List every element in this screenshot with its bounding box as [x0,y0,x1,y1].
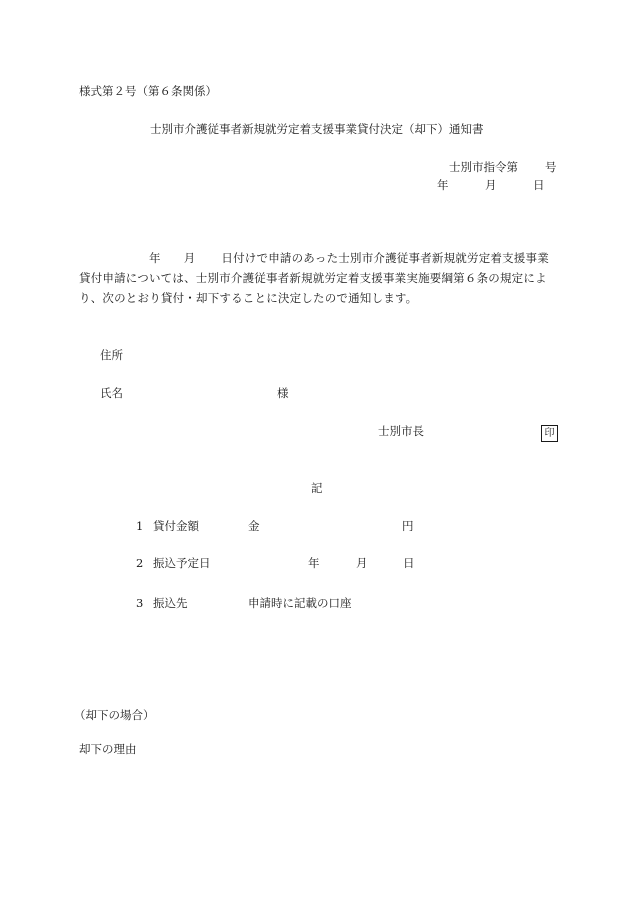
address-label: 住所 [100,348,123,362]
form-number: 様式第２号（第６条関係） [79,84,217,98]
document-title: 士別市介護従事者新規就労定着支援事業貸付決定（却下）通知書 [150,122,484,136]
item-2-year: 年 [308,556,320,570]
record-heading: 記 [311,481,323,495]
honorific: 様 [277,386,289,400]
body-month: 月 [183,251,196,265]
issuer-title: 士別市長 [378,424,424,438]
rejection-case-label: （却下の場合） [74,708,155,722]
item-2-label: 振込予定日 [153,556,211,570]
item-2-number: 2 [136,556,144,570]
item-1-prefix: 金 [248,519,260,533]
issue-date-day: 日 [533,178,545,192]
item-1-label: 貸付金額 [153,519,199,533]
body-year: 年 [149,251,161,265]
seal-mark: 印 [541,425,558,442]
item-1-unit: 円 [402,519,414,533]
item-3-number: 3 [136,596,144,610]
document-number-label: 士別市指令第 [449,160,518,174]
item-1-number: 1 [136,519,144,533]
issue-date-month: 月 [485,178,497,192]
rejection-reason-label: 却下の理由 [79,742,137,756]
body-paragraph [79,248,560,308]
item-3-label: 振込先 [153,596,188,610]
item-2-day: 日 [403,556,415,570]
name-label: 氏名 [100,386,123,400]
issue-date-year: 年 [437,178,449,192]
item-2-month: 月 [356,556,368,570]
item-3-value: 申請時に記載の口座 [248,596,352,610]
body-text: 日付けで申請のあった士別市介護従事者新規就労定着支援事業貸付申請については、士別市介護従事者新規就労定着支援事業実施要綱第６条の規定により、次のとおり貸付・却下することに決定したので通知します。 [79,251,549,305]
document-number-suffix: 号 [545,160,557,174]
